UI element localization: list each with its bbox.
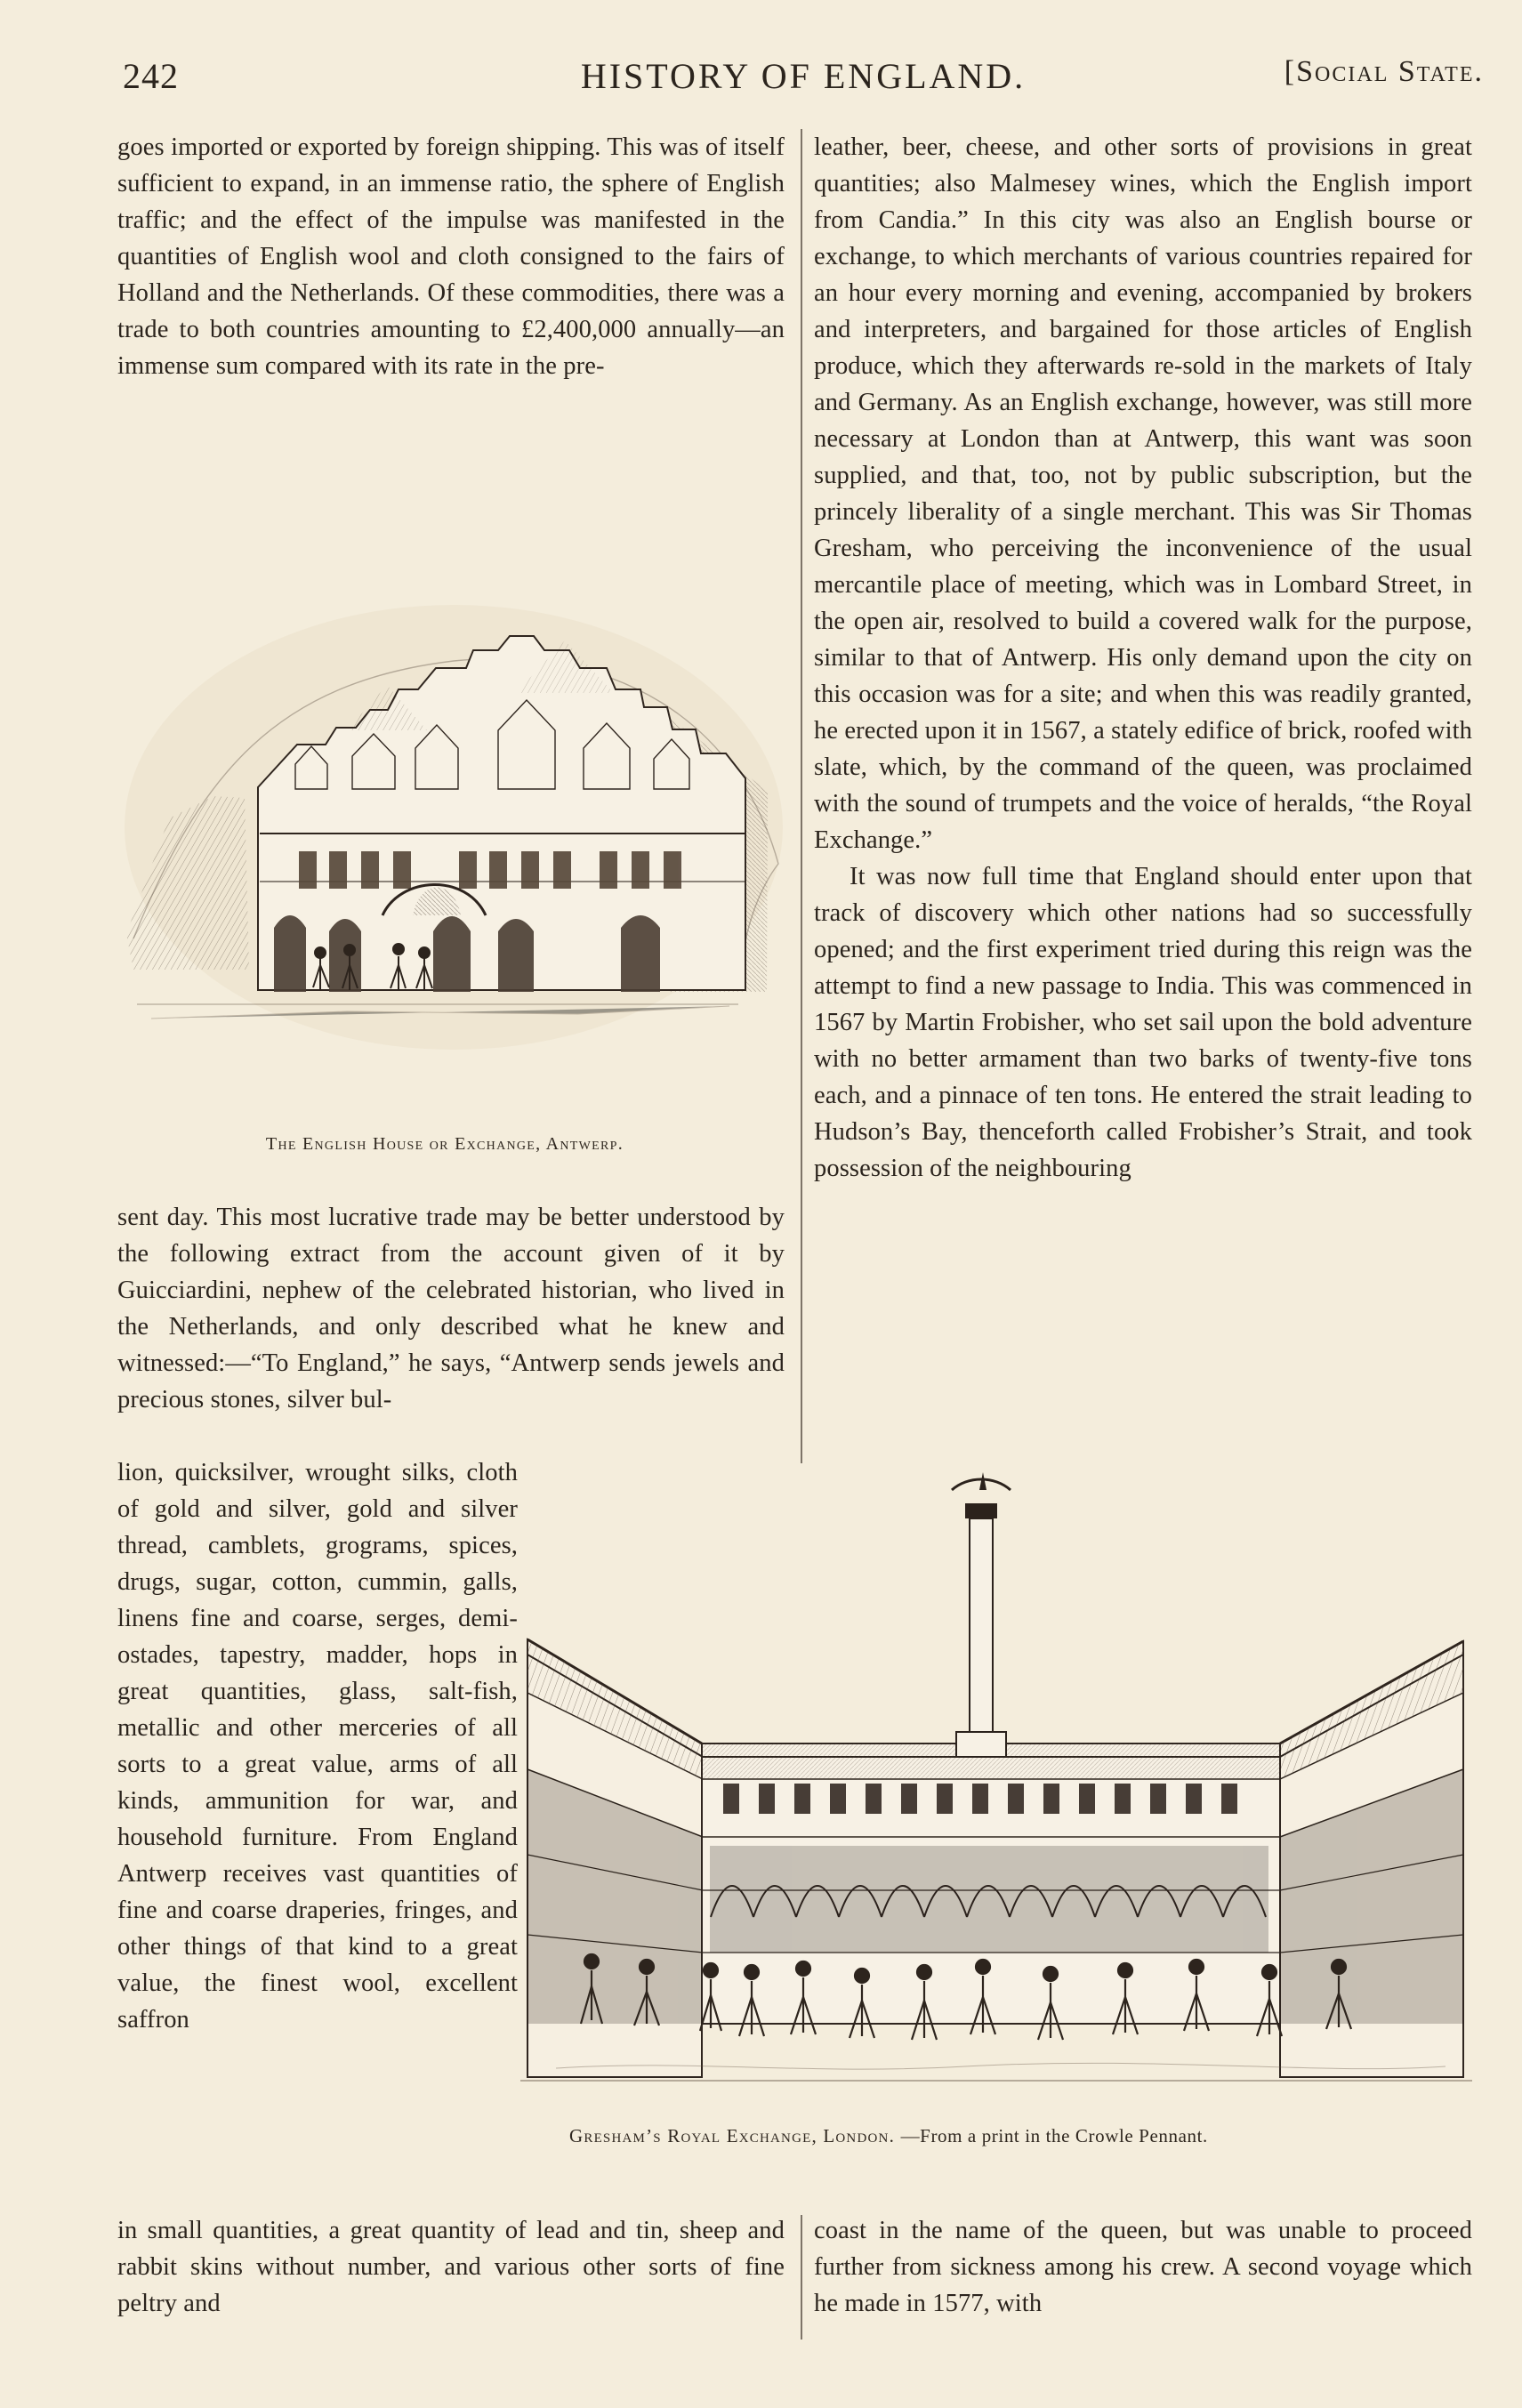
- left-column-narrow-text: [117, 1454, 518, 2038]
- antwerp-exchange-image: [116, 574, 792, 1072]
- paragraph-right-top-2: It was now full time that England should enter upon that track of discovery which other nations had so successfully opened; and the first experiment tried during this reign was the attempt to find a new passage to India. This was commenced in 1567 by Martin Frobisher, who set sail upon the bold adventure with no better armament than two barks of twenty-five tons each, and a pinnace of ten tons. He entered the strait leading to Hudson’s Bay, thenceforth called Frobisher’s Strait, and took possession of the neighbouring: [814, 863, 1472, 1182]
- page-header: [123, 55, 1484, 109]
- figure-2-caption: [569, 2125, 1468, 2147]
- right-column-top-text: [814, 129, 1472, 1187]
- paragraph-left-narrow: lion, quicksilver, wrought silks, cloth of gold and silver, gold and silver thread, camblets, grograms, spices, drugs, sugar, cotton, cummin, galls, linens fine and coarse, serges, demi-ostades, tapestry, madder, hops in great quantities, glass, salt-fish, metallic and other merceries of all sorts to a great value, arms of all kinds, ammunition for war, and household furniture. From England Antwerp receives vast quantities of fine and coarse draperies, fringes, and other things of that kind to a great value, the finest wool, excellent saffron: [117, 1459, 518, 2034]
- column-rule-top: [801, 129, 802, 1463]
- paragraph-left-top: goes imported or exported by foreign shipping. This was of itself sufficient to expand, in an immense ratio, the sphere of English traffic; and the effect of the impulse was manifested in the quantities of English wool and cloth consigned to the fairs of Holland and the Netherlands. Of these commodities, there was a trade to both countries amounting to £2,400,000 annually—an immense sum compared with its rate in the pre-: [117, 133, 785, 380]
- antwerp-exchange-illustration: [116, 574, 792, 1072]
- figure-2-caption-tail: —From a print in the Crowle Pennant.: [900, 2125, 1208, 2146]
- left-column-middle-text: [117, 1199, 785, 1418]
- paragraph-right-bottom: coast in the name of the queen, but was unable to proceed further from sickness among his crew. A second voyage which he made in 1577, with: [814, 2217, 1472, 2317]
- paragraph-left-bottom: in small quantities, a great quantity of lead and tin, sheep and rabbit skins without number, and various other sorts of fine peltry and: [117, 2217, 785, 2317]
- right-column-bottom-text: [814, 2212, 1472, 2322]
- royal-exchange-illustration: [520, 1472, 1472, 2095]
- figure-2-caption-main: Gresham’s Royal Exchange, London.: [569, 2125, 896, 2146]
- column-rule-bottom: [801, 2215, 802, 2340]
- paragraph-right-top-1: leather, beer, cheese, and other sorts of provisions in great quantities; also Malmesey wines, which the English import from Candia.” In this city was also an English bourse or exchange, to which merchants of various countries repaired for an hour every morning and evening, accompanied by brokers and interpreters, and bargained for those articles of English produce, which they afterwards re-sold in the markets of Italy and Germany. As an English exchange, however, was still more necessary at London than at Antwerp, this want was soon supplied, and that, too, not by public subscription, but the princely liberality of a single merchant. This was Sir Thomas Gresham, who perceiving the inconvenience of the usual mercantile place of meeting, which was in Lombard Street, in the open air, resolved to build a covered walk for the purpose, similar to that of Antwerp. His only demand upon the city on this occasion was for a site; and when this was readily granted, he erected upon it in 1567, a stately edifice of brick, roofed with slate, which, by the command of the queen, was proclaimed with the sound of trumpets and the voice of heralds, “the Royal Exchange.”: [814, 133, 1472, 854]
- section-title: [Social State.: [1284, 55, 1484, 88]
- left-column-bottom-text: [117, 2212, 785, 2322]
- figure-1-caption: The English House or Exchange, Antwerp.: [265, 1134, 624, 1154]
- royal-exchange-image: [520, 1472, 1472, 2095]
- left-column-top-text: [117, 129, 785, 384]
- paragraph-left-middle: sent day. This most lucrative trade may be better understood by the following extract from the account given of it by Guicciardini, nephew of the celebrated historian, who lived in the Netherlands, and only described what he knew and witnessed:—“To England,” he says, “Antwerp sends jewels and precious stones, silver bul-: [117, 1204, 785, 1413]
- running-title: HISTORY OF ENGLAND.: [580, 56, 1027, 96]
- page-number: 242: [123, 56, 179, 96]
